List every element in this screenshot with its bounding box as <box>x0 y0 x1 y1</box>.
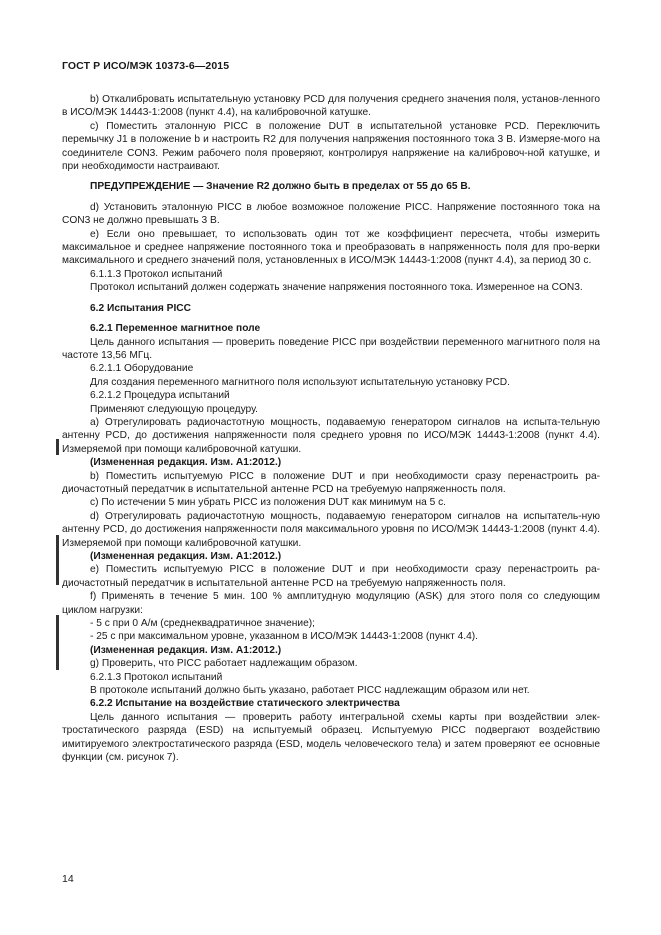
list-item: e) Поместить испытуемую PICC в положение DUT и при необходимости сразу перенастроить ра-диочастотный передатчик в испытательной антенне PCD на требуемую напряженность поля. <box>62 564 600 589</box>
list-item: - 25 с при максимальном уровне, указанном в ИСО/МЭК 14443-1:2008 (пункт 4.4). <box>90 631 478 643</box>
subsection-heading: 6.2.1.1 Оборудование <box>90 363 194 375</box>
list-item: f) Применять в течение 5 мин. 100 % амплитудную модуляцию (ASK) для этого поля со следующим циклом нагрузки: <box>62 591 600 616</box>
paragraph: Применяют следующую процедуру. <box>90 403 259 415</box>
subsection-heading: 6.2.1.3 Протокол испытаний <box>90 671 223 683</box>
subsection-heading: 6.1.1.3 Протокол испытаний <box>90 268 223 280</box>
subsection-heading: 6.2.1.2 Процедура испытаний <box>90 390 230 402</box>
list-item: - 5 с при 0 А/м (среднеквадратичное значение); <box>90 618 315 630</box>
paragraph: c) Поместить эталонную PICC в положение DUT в испытательной установке PCD. Переключить перемычку J1 в положение b и настроить R2 для получения напряжения постоянного тока 3 В. Измеряе-мого на соединителе CON3. Режим рабочего поля проверяют, контролируя напряжение на калибровоч-ной катушке, и при необходимости настраивают. <box>62 120 600 173</box>
document-body <box>62 93 600 765</box>
paragraph: Для создания переменного магнитного поля используют испытательную установку PCD. <box>90 376 510 388</box>
warning: ПРЕДУПРЕЖДЕНИЕ — Значение R2 должно быть в пределах от 55 до 65 В. <box>90 181 471 193</box>
change-bar <box>56 615 59 670</box>
subsection-heading: 6.2.1 Переменное магнитное поле <box>90 323 261 335</box>
list-item: c) По истечении 5 мин убрать PICC из положения DUT как минимум на 5 с. <box>90 497 446 509</box>
list-item: a) Отрегулировать радиочастотную мощность, подаваемую генератором сигналов на испыта-тельную антенну PCD, до достижения напряженности поля среднего уровня по ИСО/МЭК 14443-1:2008 (пункт 4.4). Измеряемой при помощи калибровочной катушки. <box>62 416 600 455</box>
paragraph: d) Установить эталонную PICC в любое возможное положение PICC. Напряжение постоянного тока на CON3 не должно превышать 3 В. <box>62 201 600 227</box>
amendment-note: (Измененная редакция. Изм. A1:2012.) <box>90 457 282 469</box>
paragraph: e) Если оно превышает, то использовать один тот же коэффициент пересчета, чтобы измерить максимальное и среднее напряжение постоянного тока и преобразовать в напряженность поля для про-верки максимального и среднего значений поля, установленных в ИСО/МЭК 14443-1:2008 (пункт 4.4), за период 30 с. <box>62 228 600 267</box>
paragraph: В протоколе испытаний должно быть указано, работает PICC надлежащим образом или нет. <box>90 685 530 697</box>
list-item: d) Отрегулировать радиочастотную мощность, подаваемую генератором сигналов на испытатель-ную антенну PCD, до достижения напряженности поля максимального уровня по ИСО/МЭК 14443-1:2008 (пункт 4.4). Измеряемой при помощи калибровочной катушки. <box>62 510 600 549</box>
subsection-heading: 6.2.2 Испытание на воздействие статического электричества <box>90 698 400 710</box>
section-heading: 6.2 Испытания PICC <box>90 302 192 314</box>
paragraph: Протокол испытаний должен содержать значение напряжения постоянного тока. Измеренное на CON3. <box>90 282 583 294</box>
change-bar <box>56 439 59 455</box>
page-number: 14 <box>62 873 74 885</box>
paragraph: Цель данного испытания — проверить поведение PICC при воздействии переменного магнитного поля на частоте 13,56 МГц. <box>62 336 600 361</box>
list-item: g) Проверить, что PICC работает надлежащим образом. <box>90 658 358 670</box>
amendment-note: (Измененная редакция. Изм. A1:2012.) <box>90 551 282 562</box>
list-item: b) Поместить испытуемую PICC в положение DUT и при необходимости сразу перенастроить ра-диочастотный передатчик в испытательной антенне PCD на требуемую напряженность поля. <box>62 470 600 495</box>
change-bar <box>56 535 59 585</box>
amendment-note: (Измененная редакция. Изм. A1:2012.) <box>90 644 282 656</box>
document-header: ГОСТ Р ИСО/МЭК 10373-6—2015 <box>62 60 230 72</box>
paragraph: Цель данного испытания — проверить работу интегральной схемы карты при воздействии элек-тростатического разряда (ESD) на испытуемый образец. Испытуемую PICC подвергают воздействию имитируемого электростатического разряда (ESD, модель человеческого тела) и затем проверяют ее основные функции (см. рисунок 7). <box>62 711 600 764</box>
paragraph: b) Откалибровать испытательную установку PCD для получения среднего значения поля, установ-ленного в ИСО/МЭК 14443-1:2008 (пункт 4.4), на калибровочной катушке. <box>62 94 600 119</box>
